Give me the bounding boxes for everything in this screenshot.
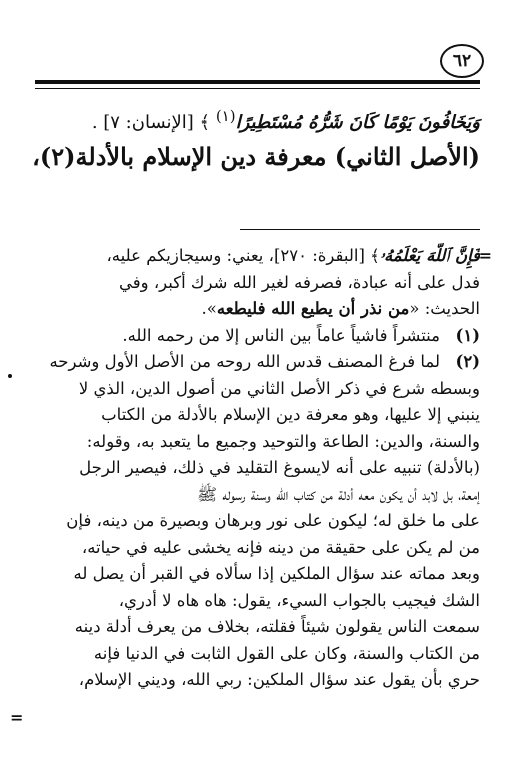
footnote-separator	[240, 229, 480, 230]
footnote-2-line: على ما خلق له؛ ليكون على نور وبرهان وبصيرة من دينه، فإن	[66, 511, 480, 530]
margin-dot	[8, 374, 12, 378]
continuation-mark-top: =	[478, 246, 492, 265]
footnote-2-line: من الكتاب والسنة، وكان على القول الثابت في الدنيا فإنه	[93, 643, 480, 663]
footnote-2-number: (٢)	[455, 352, 480, 371]
footnote-1	[40, 323, 480, 350]
section-heading: (الأصل الثاني) معرفة دين الإسلام بالأدلة(٢)،	[32, 142, 480, 171]
footnote-2-line: ينبني إلا عليها، وهو معرفة دين الإسلام بالأدلة من الكتاب	[101, 405, 480, 424]
footnote-2-line: (بالأدلة) تنبيه على أنه لايسوغ التقليد في ذلك، فيصير الرجل	[79, 458, 480, 477]
header-rule-thick	[35, 80, 480, 84]
continuation-line-1	[40, 243, 480, 270]
footnote-1-text: منتشراً فاشياً عاماً بين الناس إلا من رحمه الله.	[122, 326, 440, 345]
footnote-2-line: لما فرغ المصنف قدس الله روحه من الأصل الأول وشرحه	[49, 352, 440, 371]
continuation-mark-bottom: =	[10, 708, 24, 727]
verse-citation: ﴾ [الإنسان: ٧] .	[91, 112, 211, 133]
footnote-continuation	[40, 243, 480, 323]
quran-verse-text: وَيَخَافُونَ يَوْمًا كَانَ شَرُّهُ مُسْتَطِيرًا	[235, 112, 480, 133]
footnote-2-line: وبسطه شرع في ذكر الأصل الثاني من أصول الدين، الذي لا	[78, 378, 480, 398]
quran-quote: فَإِنَّ ٱللَّهَ يَعْلَمُهُۥ	[379, 246, 480, 265]
continuation-line-3	[40, 296, 480, 323]
footnote-ref-1: (١)	[215, 107, 236, 125]
header-rule-thin	[35, 88, 480, 89]
footnote-1-number: (١)	[455, 326, 480, 345]
footnote-2-line: وبعد مماته عند سؤال الملكين إذا سألاه في القبر أن يصل له	[73, 564, 480, 583]
footnote-2-line: سمعت الناس يقولون شيئاً فقلته، بخلاف من يعرف أدلة دينه	[74, 617, 480, 636]
footnote-2-line: الشك فيجيب بالجواب السيء، يقول: هاه هاه لا أدري،	[118, 590, 480, 610]
quran-verse-line	[91, 104, 480, 135]
footnote-2-line: حري بأن يقول عند سؤال الملكين: ربي الله، وديني الإسلام،	[78, 670, 480, 689]
continuation-line-2: فدل على أنه عبادة، فصرفه لغير الله شرك أكبر، وفي	[118, 272, 480, 292]
footnote-2	[40, 349, 480, 694]
footnote-2-line: من لم يكن على حقيقة من دينه فإنه يخشى عليه في حياته،	[81, 537, 480, 557]
continuation-line-1-rest: ﴾ [البقرة: ٢٧٠]، يعني: وسيجازيكم عليه،	[106, 246, 380, 265]
hadith-suffix: ».	[201, 299, 217, 318]
hadith-text: من نذر أن يطيع الله فليطعه	[216, 299, 410, 318]
footnote-2-line: والسنة، والدين: الطاعة والتوحيد وجميع ما يتعبد به، وقوله:	[86, 431, 480, 451]
page-number: ٦٢	[440, 44, 484, 78]
hadith-prefix: الحديث: «	[409, 299, 480, 318]
footnote-2-line: إمعة، بل لابد أن يكون معه أدلة من كتاب الله وسنة رسوله ﷺ	[197, 484, 480, 504]
